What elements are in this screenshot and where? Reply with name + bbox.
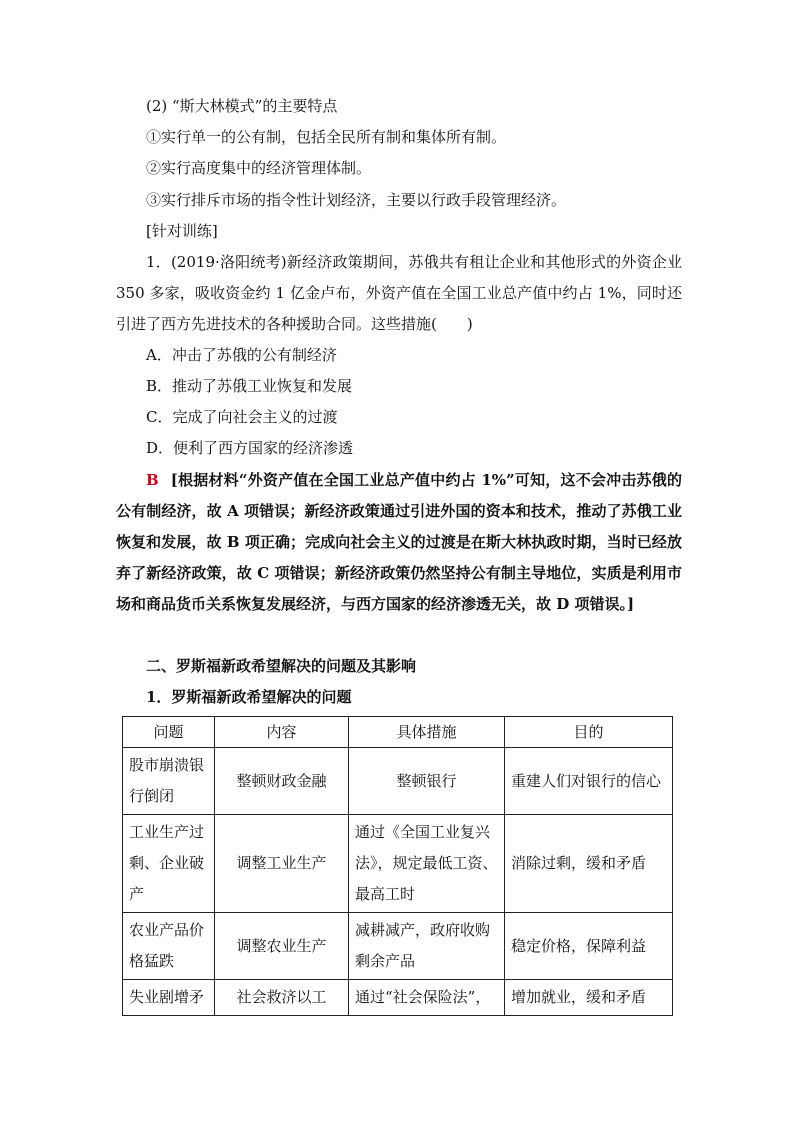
table-cell: 失业剧增矛 — [123, 980, 215, 1016]
header-problem: 问题 — [123, 717, 215, 748]
header-content: 内容 — [215, 717, 349, 748]
table-cell: 社会救济以工 — [215, 980, 349, 1016]
table-cell: 股市崩溃银行倒闭 — [123, 748, 215, 815]
table-cell: 农业产品价格猛跌 — [123, 913, 215, 980]
table-cell: 稳定价格，保障利益 — [505, 913, 673, 980]
option-b: B．推动了苏俄工业恢复和发展 — [146, 377, 353, 395]
answer-explanation: [根据材料“外资产值在全国工业总产值中约占 1%”可知，这不会冲击苏俄的公有制经济，故 A 项错误；新经济政策通过引进外国的资本和技术，推动了苏俄工业恢复和发展，故 B 项正确；完成向社会主义的过渡是在斯大林执政时期，当时已经放弃了新经济政策，故 C 项错误；新经济政策仍然坚持公有制主导地位，实质是利用市场和商品货币关系恢复发展经济，与西方国家的经济渗透无关，故 D 项错误。] — [116, 471, 682, 613]
answer-block — [116, 465, 682, 620]
table-row — [123, 748, 673, 815]
header-purpose: 目的 — [505, 717, 673, 748]
table-cell: 通过《全国工业复兴法》，规定最低工资、最高工时 — [349, 815, 505, 913]
table-cell: 增加就业，缓和矛盾 — [505, 980, 673, 1016]
point-2: ②实行高度集中的经济管理体制。 — [146, 159, 372, 177]
section-heading: 二、罗斯福新政希望解决的问题及其影响 — [146, 657, 417, 675]
question-stem: 1．(2019·洛阳统考)新经济政策期间，苏俄共有租让企业和其他形式的外资企业 350 多家，吸收资金约 1 亿金卢布，外资产值在全国工业总产值中约占 1%，同时还引进了西方先进技术的各种援助合同。这些措施( ) — [116, 253, 682, 333]
answer-letter: B — [146, 471, 159, 489]
table-cell: 消除过剩，缓和矛盾 — [505, 815, 673, 913]
header-measures: 具体措施 — [349, 717, 505, 748]
option-c: C．完成了向社会主义的过渡 — [146, 408, 338, 426]
table-cell: 整顿财政金融 — [215, 748, 349, 815]
point-3: ③实行排斥市场的指令性计划经济，主要以行政手段管理经济。 — [146, 191, 567, 209]
table-cell: 重建人们对银行的信心 — [505, 748, 673, 815]
training-label: [针对训练] — [146, 222, 218, 240]
section2-title: (2) “斯大林模式”的主要特点 — [146, 97, 338, 115]
option-a: A．冲击了苏俄的公有制经济 — [146, 346, 337, 364]
table-cell: 工业生产过剩、企业破产 — [123, 815, 215, 913]
table-header-row — [123, 717, 673, 748]
table-cell: 整顿银行 — [349, 748, 505, 815]
table-cell: 调整工业生产 — [215, 815, 349, 913]
table-row — [123, 980, 673, 1016]
policy-table — [122, 716, 673, 1016]
option-d: D．便利了西方国家的经济渗透 — [146, 439, 354, 457]
table-row — [123, 815, 673, 913]
table-cell: 通过“社会保险法”， — [349, 980, 505, 1016]
subheading: 1．罗斯福新政希望解决的问题 — [146, 688, 352, 706]
point-1: ①实行单一的公有制，包括全民所有制和集体所有制。 — [146, 128, 507, 146]
table-row — [123, 913, 673, 980]
table-cell: 减耕减产，政府收购剩余产品 — [349, 913, 505, 980]
table-cell: 调整农业生产 — [215, 913, 349, 980]
